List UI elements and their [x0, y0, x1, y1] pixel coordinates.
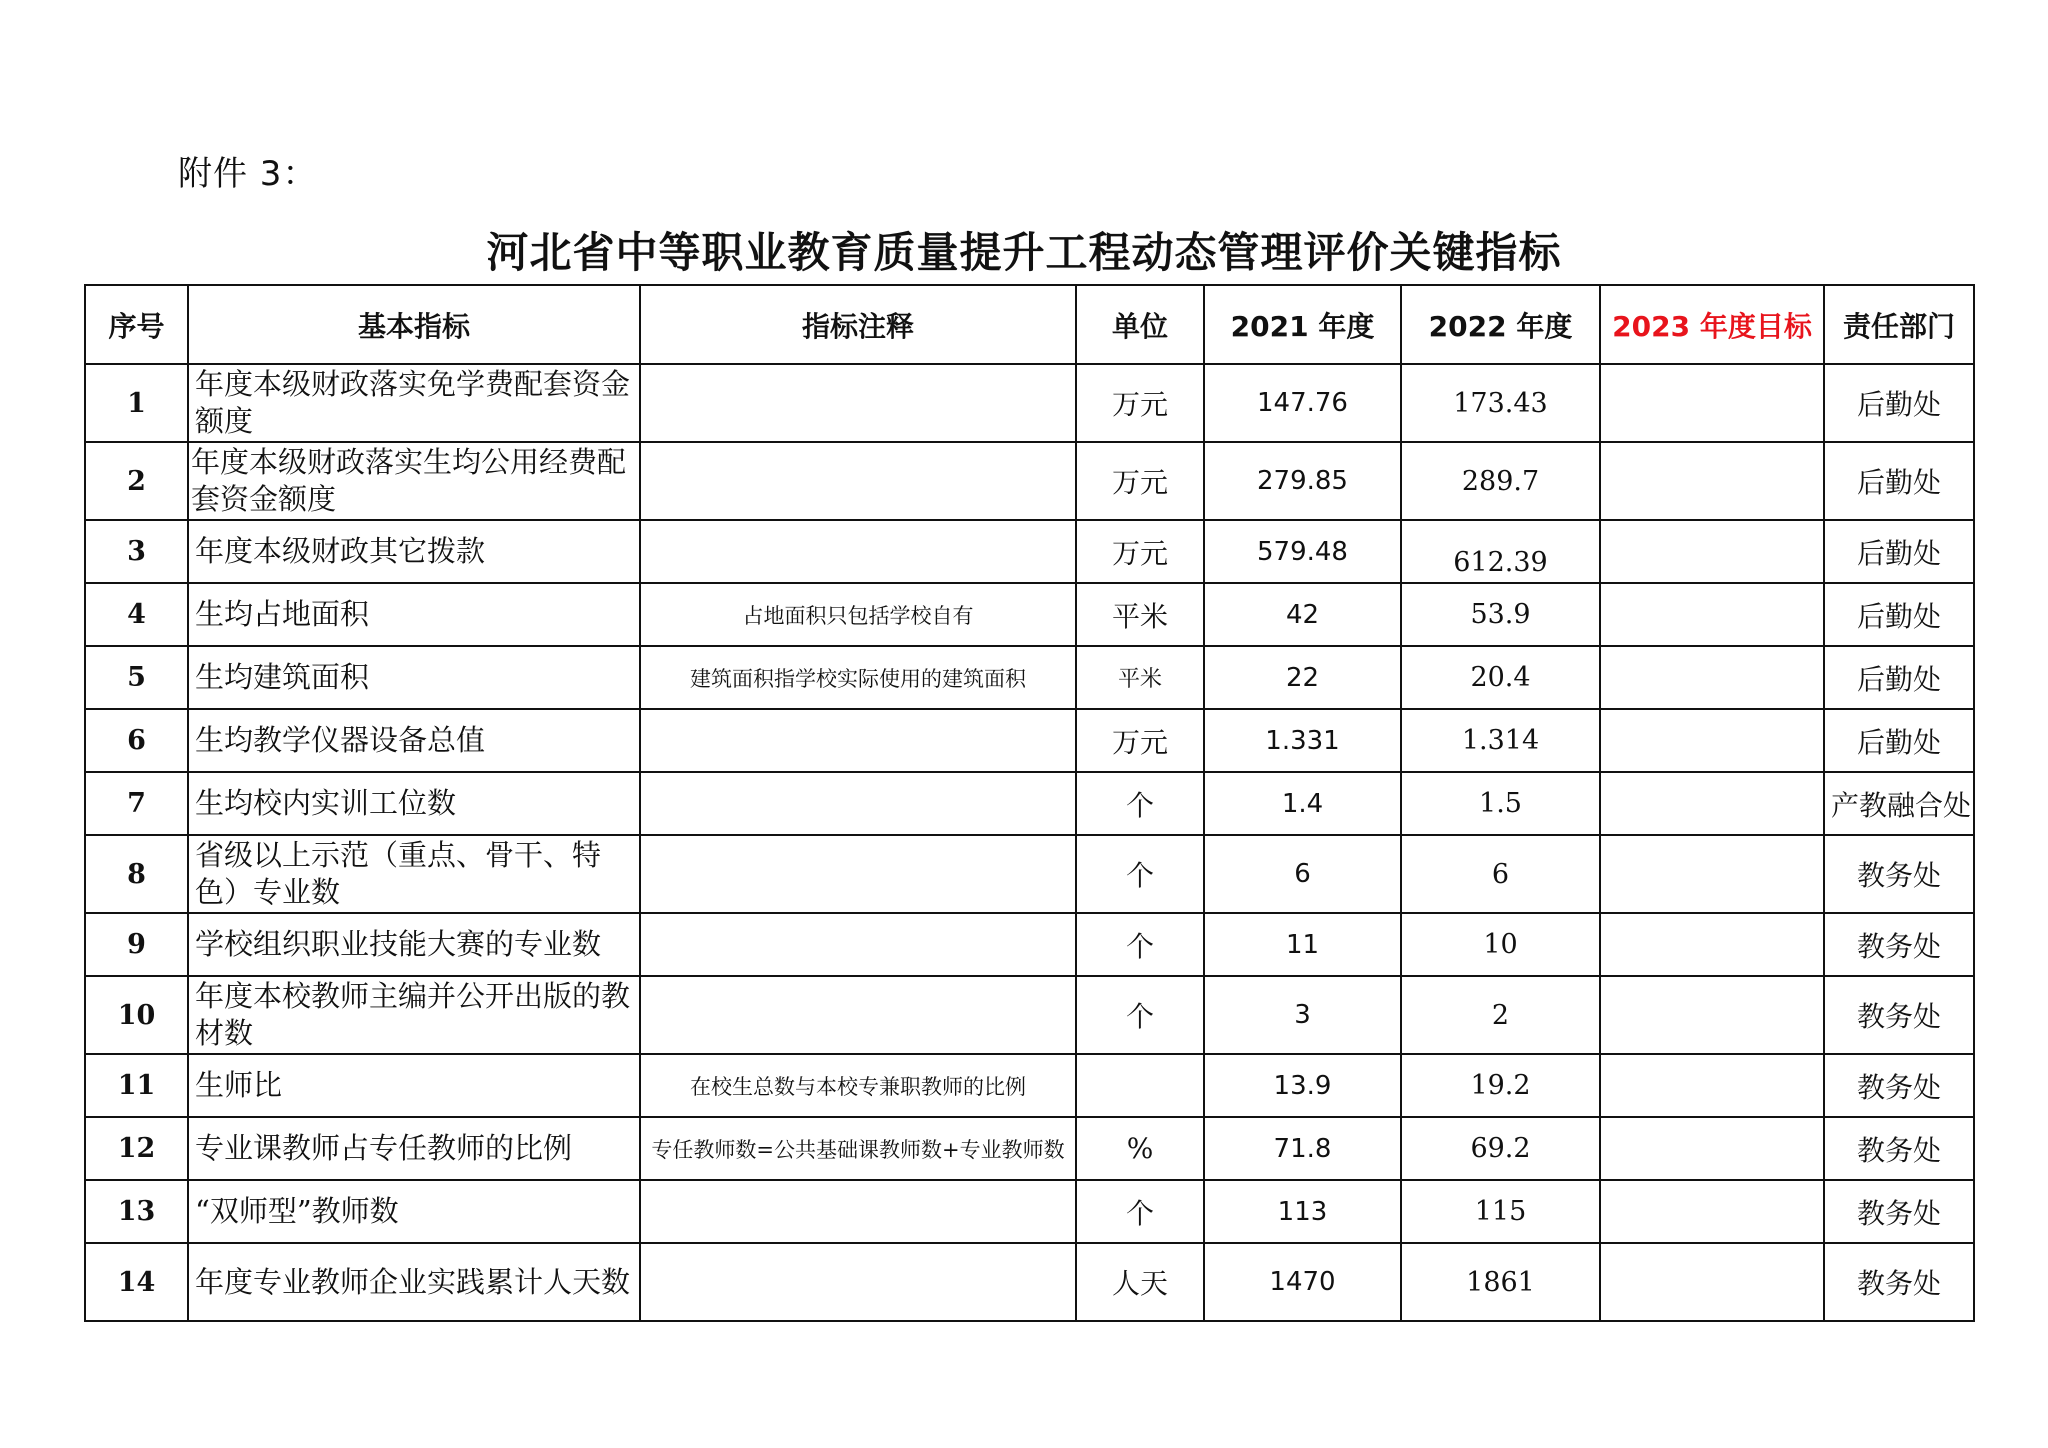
row-no: 8: [85, 835, 188, 913]
row-no: 2: [85, 442, 188, 520]
row-note: 在校生总数与本校专兼职教师的比例: [640, 1054, 1076, 1117]
row-indicator: 年度专业教师企业实践累计人天数: [188, 1243, 640, 1321]
row-unit: 个: [1076, 835, 1204, 913]
row-value-2021: 1.4: [1204, 772, 1401, 835]
row-note: 建筑面积指学校实际使用的建筑面积: [640, 646, 1076, 709]
row-note: [640, 976, 1076, 1054]
row-target-2023: [1600, 1243, 1824, 1321]
row-department: 教务处: [1824, 835, 1974, 913]
row-indicator: “双师型”教师数: [188, 1180, 640, 1243]
row-note: [640, 520, 1076, 583]
row-note: [640, 1180, 1076, 1243]
row-no: 7: [85, 772, 188, 835]
row-no: 12: [85, 1117, 188, 1180]
header-note: 指标注释: [640, 285, 1076, 364]
row-no: 6: [85, 709, 188, 772]
row-no: 9: [85, 913, 188, 976]
row-department: 后勤处: [1824, 583, 1974, 646]
table-row: [85, 583, 1974, 646]
row-note: 专任教师数=公共基础课教师数+专业教师数: [640, 1117, 1076, 1180]
document-title: 河北省中等职业教育质量提升工程动态管理评价关键指标: [486, 228, 1562, 277]
row-note: [640, 709, 1076, 772]
row-unit: 平米: [1076, 646, 1204, 709]
row-value-2021: 6: [1204, 835, 1401, 913]
row-value-2022: 1.5: [1401, 772, 1600, 835]
row-indicator: 专业课教师占专任教师的比例: [188, 1117, 640, 1180]
row-indicator: 省级以上示范（重点、骨干、特色）专业数: [188, 835, 640, 913]
row-target-2023: [1600, 1180, 1824, 1243]
row-department: 教务处: [1824, 913, 1974, 976]
row-indicator: 年度本级财政其它拨款: [188, 520, 640, 583]
row-note: [640, 442, 1076, 520]
row-value-2021: 3: [1204, 976, 1401, 1054]
row-target-2023: [1600, 835, 1824, 913]
row-department: 教务处: [1824, 1180, 1974, 1243]
row-indicator: 年度本级财政落实生均公用经费配套资金额度: [188, 442, 640, 520]
table-header-row: [85, 285, 1974, 364]
row-indicator: 年度本级财政落实免学费配套资金额度: [188, 364, 640, 442]
row-no: 3: [85, 520, 188, 583]
row-target-2023: [1600, 520, 1824, 583]
row-unit: 万元: [1076, 520, 1204, 583]
row-department: 后勤处: [1824, 442, 1974, 520]
row-value-2022: 6: [1401, 835, 1600, 913]
row-department: 产教融合处: [1824, 772, 1974, 835]
row-unit: 万元: [1076, 709, 1204, 772]
table-row: [85, 976, 1974, 1054]
row-department: 教务处: [1824, 1243, 1974, 1321]
header-unit: 单位: [1076, 285, 1204, 364]
row-value-2021: 22: [1204, 646, 1401, 709]
header-department: 责任部门: [1824, 285, 1974, 364]
header-2022: 2022 年度: [1401, 285, 1600, 364]
row-note: [640, 1243, 1076, 1321]
row-unit: 个: [1076, 772, 1204, 835]
row-unit: %: [1076, 1117, 1204, 1180]
row-value-2022: 173.43: [1401, 364, 1600, 442]
row-value-2021: 1.331: [1204, 709, 1401, 772]
table-row: [85, 1180, 1974, 1243]
row-value-2021: 279.85: [1204, 442, 1401, 520]
row-value-2021: 147.76: [1204, 364, 1401, 442]
table-row: [85, 1243, 1974, 1321]
row-value-2022: 69.2: [1401, 1117, 1600, 1180]
row-target-2023: [1600, 772, 1824, 835]
row-value-2022: 19.2: [1401, 1054, 1600, 1117]
attachment-label: 附件 3：: [178, 154, 318, 194]
row-value-2022: 10: [1401, 913, 1600, 976]
row-indicator: 生师比: [188, 1054, 640, 1117]
row-note: 占地面积只包括学校自有: [640, 583, 1076, 646]
table-row: [85, 442, 1974, 520]
row-value-2021: 71.8: [1204, 1117, 1401, 1180]
row-target-2023: [1600, 583, 1824, 646]
row-no: 4: [85, 583, 188, 646]
row-value-2022: 2: [1401, 976, 1600, 1054]
row-target-2023: [1600, 1054, 1824, 1117]
header-indicator: 基本指标: [188, 285, 640, 364]
row-department: 教务处: [1824, 1054, 1974, 1117]
row-value-2022: 289.7: [1401, 442, 1600, 520]
row-note: [640, 835, 1076, 913]
table-row: [85, 520, 1974, 583]
header-2021: 2021 年度: [1204, 285, 1401, 364]
table-row: [85, 835, 1974, 913]
row-department: 后勤处: [1824, 646, 1974, 709]
row-no: 13: [85, 1180, 188, 1243]
table-row: [85, 709, 1974, 772]
row-value-2022: 20.4: [1401, 646, 1600, 709]
row-unit: 万元: [1076, 442, 1204, 520]
row-target-2023: [1600, 364, 1824, 442]
row-note: [640, 364, 1076, 442]
table-row: [85, 772, 1974, 835]
row-unit: [1076, 1054, 1204, 1117]
row-value-2021: 579.48: [1204, 520, 1401, 583]
row-value-2022: 612.39: [1401, 520, 1600, 583]
row-department: 教务处: [1824, 976, 1974, 1054]
row-indicator: 学校组织职业技能大赛的专业数: [188, 913, 640, 976]
row-value-2022: 1861: [1401, 1243, 1600, 1321]
row-no: 5: [85, 646, 188, 709]
row-value-2021: 11: [1204, 913, 1401, 976]
row-value-2021: 13.9: [1204, 1054, 1401, 1117]
row-no: 14: [85, 1243, 188, 1321]
row-department: 后勤处: [1824, 364, 1974, 442]
header-no: 序号: [85, 285, 188, 364]
row-indicator: 生均占地面积: [188, 583, 640, 646]
row-indicator: 生均建筑面积: [188, 646, 640, 709]
row-unit: 个: [1076, 976, 1204, 1054]
table-row: [85, 1117, 1974, 1180]
row-unit: 万元: [1076, 364, 1204, 442]
row-indicator: 年度本校教师主编并公开出版的教材数: [188, 976, 640, 1054]
table-row: [85, 913, 1974, 976]
table-row: [85, 1054, 1974, 1117]
row-no: 11: [85, 1054, 188, 1117]
row-value-2021: 113: [1204, 1180, 1401, 1243]
row-department: 教务处: [1824, 1117, 1974, 1180]
row-target-2023: [1600, 646, 1824, 709]
row-value-2021: 1470: [1204, 1243, 1401, 1321]
row-note: [640, 913, 1076, 976]
row-indicator: 生均校内实训工位数: [188, 772, 640, 835]
row-value-2022: 115: [1401, 1180, 1600, 1243]
row-unit: 个: [1076, 1180, 1204, 1243]
table-row: [85, 646, 1974, 709]
row-target-2023: [1600, 913, 1824, 976]
row-value-2022: 53.9: [1401, 583, 1600, 646]
row-value-2022: 1.314: [1401, 709, 1600, 772]
row-note: [640, 772, 1076, 835]
row-indicator: 生均教学仪器设备总值: [188, 709, 640, 772]
row-no: 10: [85, 976, 188, 1054]
row-target-2023: [1600, 709, 1824, 772]
row-unit: 平米: [1076, 583, 1204, 646]
row-no: 1: [85, 364, 188, 442]
row-target-2023: [1600, 1117, 1824, 1180]
metrics-table: [84, 284, 1975, 1322]
table-row: [85, 364, 1974, 442]
row-unit: 人天: [1076, 1243, 1204, 1321]
row-unit: 个: [1076, 913, 1204, 976]
row-value-2021: 42: [1204, 583, 1401, 646]
row-target-2023: [1600, 442, 1824, 520]
row-target-2023: [1600, 976, 1824, 1054]
row-department: 后勤处: [1824, 709, 1974, 772]
row-department: 后勤处: [1824, 520, 1974, 583]
header-2023-target: 2023 年度目标: [1600, 285, 1824, 364]
